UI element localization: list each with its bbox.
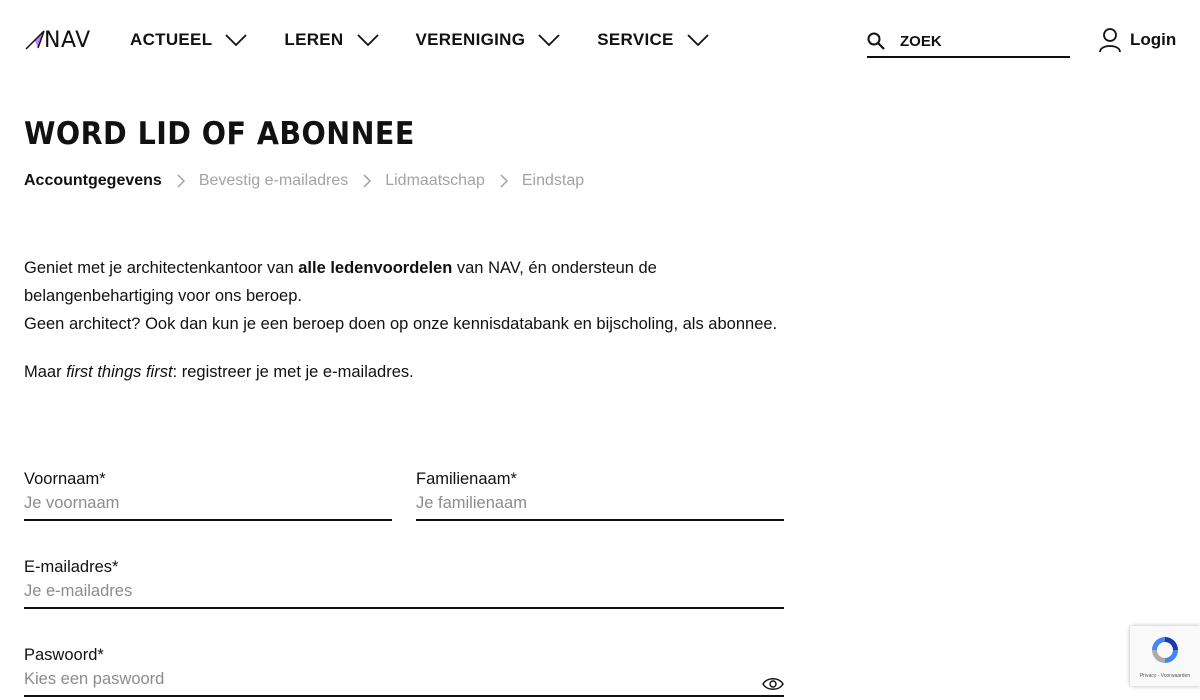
step-confirm-email: Bevestig e-mailadres	[198, 172, 349, 189]
chevron-right-icon	[499, 174, 509, 188]
main-nav	[130, 29, 746, 51]
chevron-down-icon	[537, 33, 561, 47]
intro-italic-text: first things first	[66, 363, 173, 381]
last-name-label: Familienaam*	[416, 470, 517, 488]
password-input[interactable]	[24, 670, 784, 697]
intro-paragraph	[24, 254, 794, 310]
nav-item-service[interactable]	[597, 29, 709, 51]
intro-text-segment: : registreer je met je e-mailadres.	[172, 363, 414, 381]
intro-bold-text: alle ledenvoordelen	[298, 259, 453, 277]
signup-steps	[24, 172, 584, 190]
intro-text-segment: van NAV, én ondersteun de belangenbehartiging voor ons beroep.	[24, 259, 657, 305]
intro-text-segment: Geniet met je architectenkantoor van	[24, 259, 299, 277]
step-final: Eindstap	[521, 172, 585, 189]
intro-paragraph	[24, 358, 794, 386]
first-name-input[interactable]	[24, 494, 392, 521]
search-input[interactable]	[900, 33, 1060, 50]
page-title: WORD LID OF ABONNEE	[24, 116, 415, 152]
chevron-down-icon	[224, 33, 248, 47]
first-name-label: Voornaam*	[24, 470, 106, 488]
site-header	[0, 0, 1200, 80]
nav-item-leren[interactable]	[284, 29, 379, 51]
intro-text	[24, 254, 794, 386]
email-field	[24, 558, 784, 609]
step-membership: Lidmaatschap	[385, 172, 485, 189]
nav-item-label: LEREN	[284, 30, 344, 49]
last-name-field	[416, 470, 784, 521]
nav-item-label: ACTUEEL	[130, 30, 213, 49]
step-account-details: Accountgegevens	[24, 172, 162, 189]
user-icon	[1098, 27, 1122, 53]
email-input[interactable]	[24, 582, 784, 609]
chevron-down-icon	[356, 33, 380, 47]
nav-item-label: SERVICE	[597, 30, 674, 49]
logo-arrow-icon	[24, 29, 46, 51]
nav-item-actueel[interactable]	[130, 29, 248, 51]
search-icon[interactable]	[867, 32, 885, 50]
first-name-field	[24, 470, 392, 521]
intro-text-segment: Maar	[24, 363, 67, 381]
recaptcha-links[interactable]: Privacy - Voorwaarden	[1139, 673, 1191, 679]
search-box	[867, 26, 1070, 58]
chevron-right-icon	[362, 174, 372, 188]
recaptcha-logo-icon	[1149, 634, 1181, 666]
logo-text: NAV	[44, 27, 91, 53]
nav-logo[interactable]	[24, 26, 91, 54]
nav-item-label: VERENIGING	[415, 30, 526, 49]
login-button[interactable]	[1098, 26, 1176, 54]
intro-paragraph: Geen architect? Ook dan kun je een beroep doen op onze kennisdatabank en bijscholing, als abonnee.	[24, 315, 778, 333]
chevron-right-icon	[176, 174, 186, 188]
recaptcha-badge[interactable]	[1130, 626, 1200, 686]
email-label: E-mailadres*	[24, 558, 119, 576]
password-field	[24, 646, 784, 697]
chevron-down-icon	[686, 33, 710, 47]
last-name-input[interactable]	[416, 494, 784, 521]
nav-item-vereniging[interactable]	[416, 29, 562, 51]
login-label: Login	[1130, 30, 1177, 49]
eye-icon[interactable]	[762, 676, 784, 692]
password-label: Paswoord*	[24, 646, 104, 664]
